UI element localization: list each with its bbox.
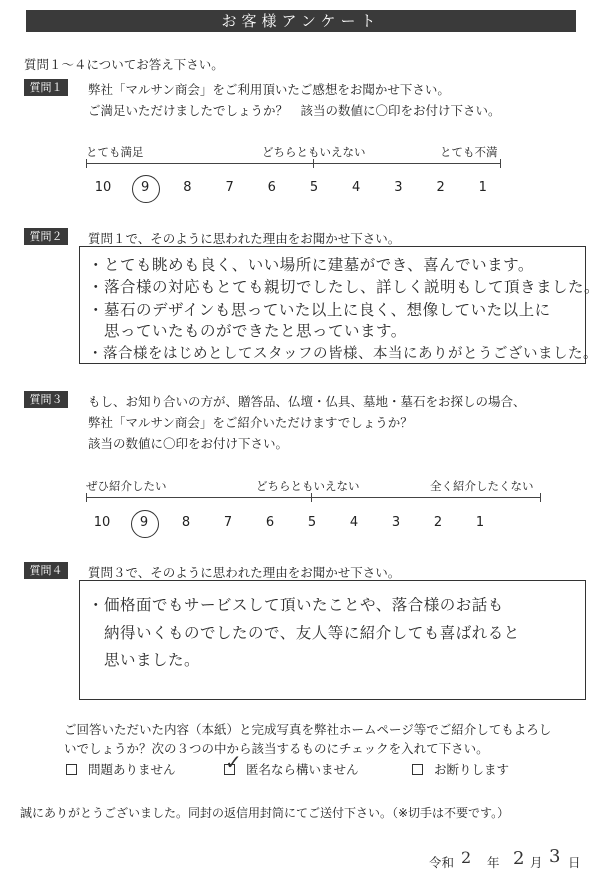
date-month-unit: 月: [530, 855, 543, 870]
q3-scale-line: [86, 497, 540, 498]
survey-title: お客様アンケート: [26, 10, 576, 32]
q1-tick-left: [86, 159, 87, 168]
q2-badge: 質問２: [24, 228, 68, 245]
q4-badge: 質問４: [24, 562, 68, 579]
q2-answer-line: ・とても眺めも良く、いい場所に建墓ができ、喜んでいます。: [88, 256, 534, 274]
scale-number: 9: [141, 180, 150, 195]
q1-badge: 質問１: [24, 79, 68, 96]
q3-tick-center: [311, 493, 312, 502]
q2-answer-box: [79, 246, 600, 364]
q2-answer-line: ・落合様の対応もとても親切でしたし、詳しく説明もして頂きました。: [88, 278, 600, 296]
consent-line1: ご回答いただいた内容（本紙）と完成写真を弊社ホームページ等でご紹介してもよろし: [64, 722, 552, 737]
scale-number: 10: [93, 515, 111, 530]
scale-number: 4: [349, 515, 359, 530]
date-year-unit: 年: [487, 855, 500, 870]
q1-right-label: とても不満: [440, 145, 498, 159]
q1-selected-circle: [132, 175, 160, 203]
q3-left-label: ぜひ紹介したい: [86, 479, 167, 493]
scale-number: 8: [181, 515, 191, 530]
q1-center-label: どちらともいえない: [262, 145, 366, 159]
scale-number: 6: [265, 515, 275, 530]
scale-number: 5: [307, 515, 317, 530]
consent-line2: いでしょうか？次の３つの中から該当するものにチェックを入れて下さい。: [64, 741, 489, 756]
intro-text: 質問１～４についてお答え下さい。: [24, 57, 224, 72]
scale-number: 9: [139, 515, 149, 530]
consent-option-label: お断りします: [434, 762, 510, 777]
consent-option-checkbox[interactable]: [412, 764, 423, 775]
q2-answer-line: ・落合様をはじめとしてスタッフの皆様、本当にありがとうございました。: [88, 346, 598, 362]
scale-number: 6: [267, 180, 276, 195]
q4-answer-box: [79, 580, 586, 700]
q1-scale-line: [86, 163, 500, 164]
consent-option-checkbox[interactable]: [66, 764, 77, 775]
date-year: 2: [461, 848, 472, 867]
scale-number: 7: [225, 180, 234, 195]
date-day-unit: 日: [568, 855, 581, 870]
scale-number: 7: [223, 515, 233, 530]
scale-number: 10: [94, 180, 112, 195]
scale-number: 1: [478, 180, 487, 195]
q4-answer-line: ・価格面でもサービスして頂いたことや、落合様のお話も: [88, 596, 504, 614]
q2-answer-line: 思っていたものができたと思っています。: [88, 322, 407, 340]
q1-line1: 弊社「マルサン商会」をご利用頂いたご感想をお聞かせ下さい。: [88, 82, 450, 97]
consent-option-label: 匿名なら構いません: [246, 762, 359, 777]
q4-answer-line: 思いました。: [88, 651, 201, 669]
q3-right-label: 全く紹介したくない: [430, 479, 534, 493]
scale-number: 2: [433, 515, 443, 530]
scale-number: 8: [183, 180, 192, 195]
q4-prompt: 質問３で、そのように思われた理由をお聞かせ下さい。: [88, 565, 401, 580]
scale-number: 3: [391, 515, 401, 530]
date-month: 2: [513, 848, 525, 869]
q3-center-label: どちらともいえない: [256, 479, 360, 493]
q2-prompt: 質問１で、そのように思われた理由をお聞かせ下さい。: [88, 231, 401, 246]
scale-number: 1: [475, 515, 485, 530]
q1-line2: ご満足いただけましたでしょうか？ 該当の数値に〇印をお付け下さい。: [88, 103, 501, 118]
scale-number: 3: [394, 180, 403, 195]
q2-answer-line: ・墓石のデザインも思っていた以上に良く、想像していた以上に: [88, 301, 551, 319]
q1-tick-right: [500, 159, 501, 168]
scale-number: 2: [436, 180, 445, 195]
q1-tick-center: [313, 159, 314, 168]
q1-left-label: とても満足: [86, 145, 144, 159]
date-day: 3: [549, 846, 561, 867]
consent-option-label: 問題ありません: [88, 762, 176, 777]
q3-line2: 弊社「マルサン商会」をご紹介いただけますでしょうか？: [88, 415, 413, 430]
checkmark-icon: ✓: [225, 750, 242, 774]
scale-number: 4: [352, 180, 361, 195]
q3-badge: 質問３: [24, 391, 68, 408]
closing-text: 誠にありがとうございました。同封の返信用封筒にてご送付下さい。（※切手は不要です。）: [20, 806, 510, 820]
q3-tick-right: [540, 493, 541, 502]
q3-line3: 該当の数値に〇印をお付け下さい。: [88, 436, 289, 451]
q4-answer-line: 納得いくものでしたので、友人等に紹介しても喜ばれると: [88, 624, 520, 642]
q3-line1: もし、お知り合いの方が、贈答品、仏壇・仏具、墓地・墓石をお探しの場合、: [88, 394, 526, 409]
scale-number: 5: [309, 180, 319, 195]
q3-tick-left: [86, 493, 87, 502]
q3-selected-circle: [131, 510, 159, 538]
date-era: 令和: [429, 855, 455, 870]
